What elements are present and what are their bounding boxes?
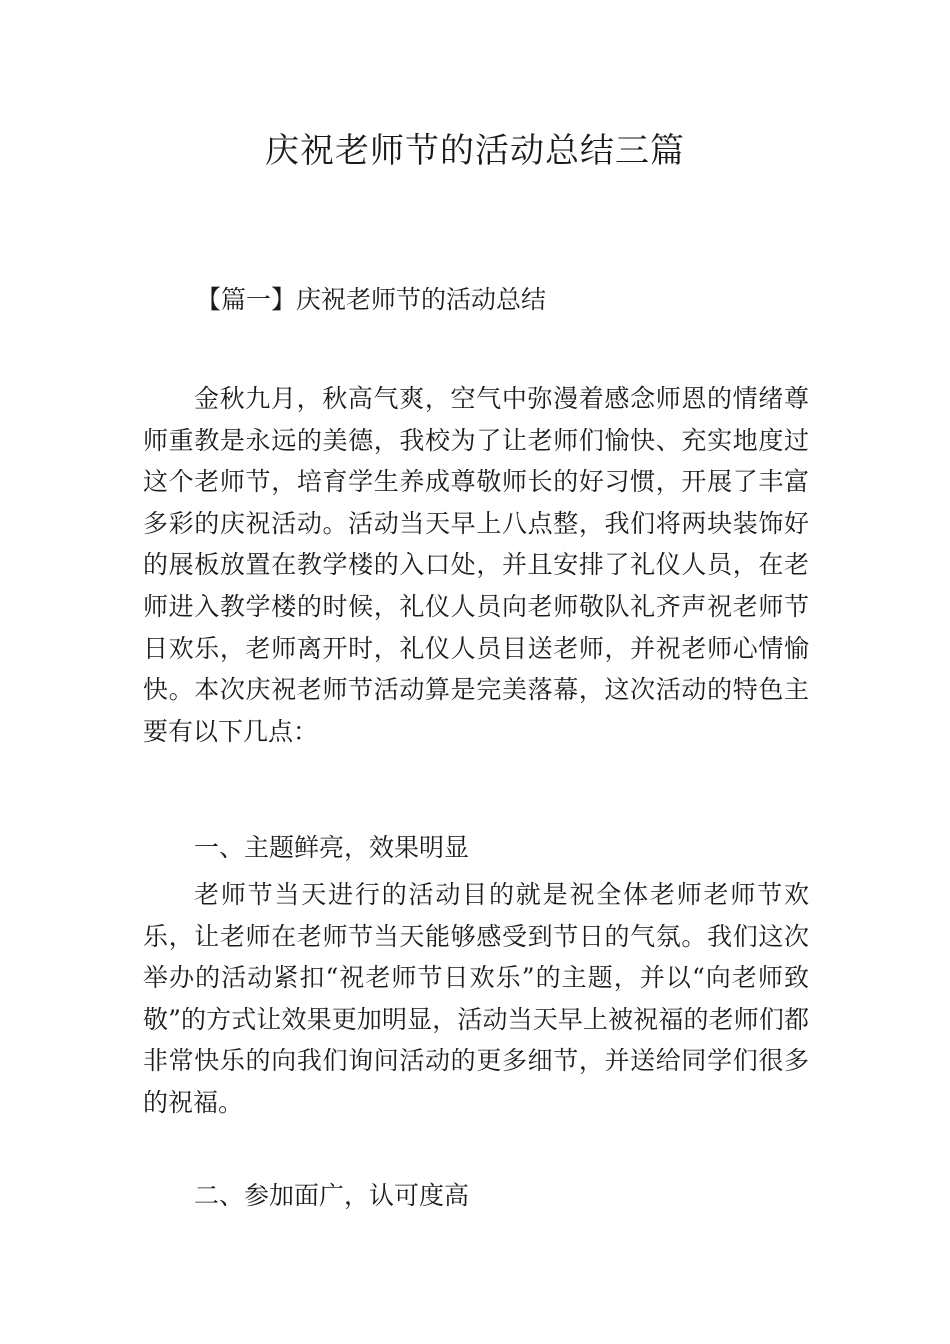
subheading-2: 二、参加面广，认可度高 (194, 1181, 470, 1210)
section-heading: 【篇一】庆祝老师节的活动总结 (196, 285, 547, 314)
document-title: 庆祝老师节的活动总结三篇 (265, 131, 685, 171)
subheading-1: 一、主题鲜亮，效果明显 (194, 833, 470, 862)
paragraph-theme: 老师节当天进行的活动目的就是祝全体老师老师节欢乐，让老师在老师节当天能够感受到节日的气氛。我们这次举办的活动紧扣“祝老师节日欢乐”的主题，并以“向老师致敬”的方式让效果更加明显，活动当天早上被祝福的老师们都非常快乐的向我们询问活动的更多细节，并送给同学们很多的祝福。 (143, 880, 809, 1117)
paragraph-intro: 金秋九月，秋高气爽，空气中弥漫着感念师恩的情绪尊师重教是永远的美德，我校为了让老师们愉快、充实地度过这个老师节，培育学生养成尊敬师长的好习惯，开展了丰富多彩的庆祝活动。活动当天早上八点整，我们将两块装饰好的展板放置在教学楼的入口处，并且安排了礼仪人员，在老师进入教学楼的时候，礼仪人员向老师敬队礼齐声祝老师节日欢乐，老师离开时，礼仪人员目送老师，并祝老师心情愉快。本次庆祝老师节活动算是完美落幕，这次活动的特色主要有以下几点： (143, 384, 809, 746)
